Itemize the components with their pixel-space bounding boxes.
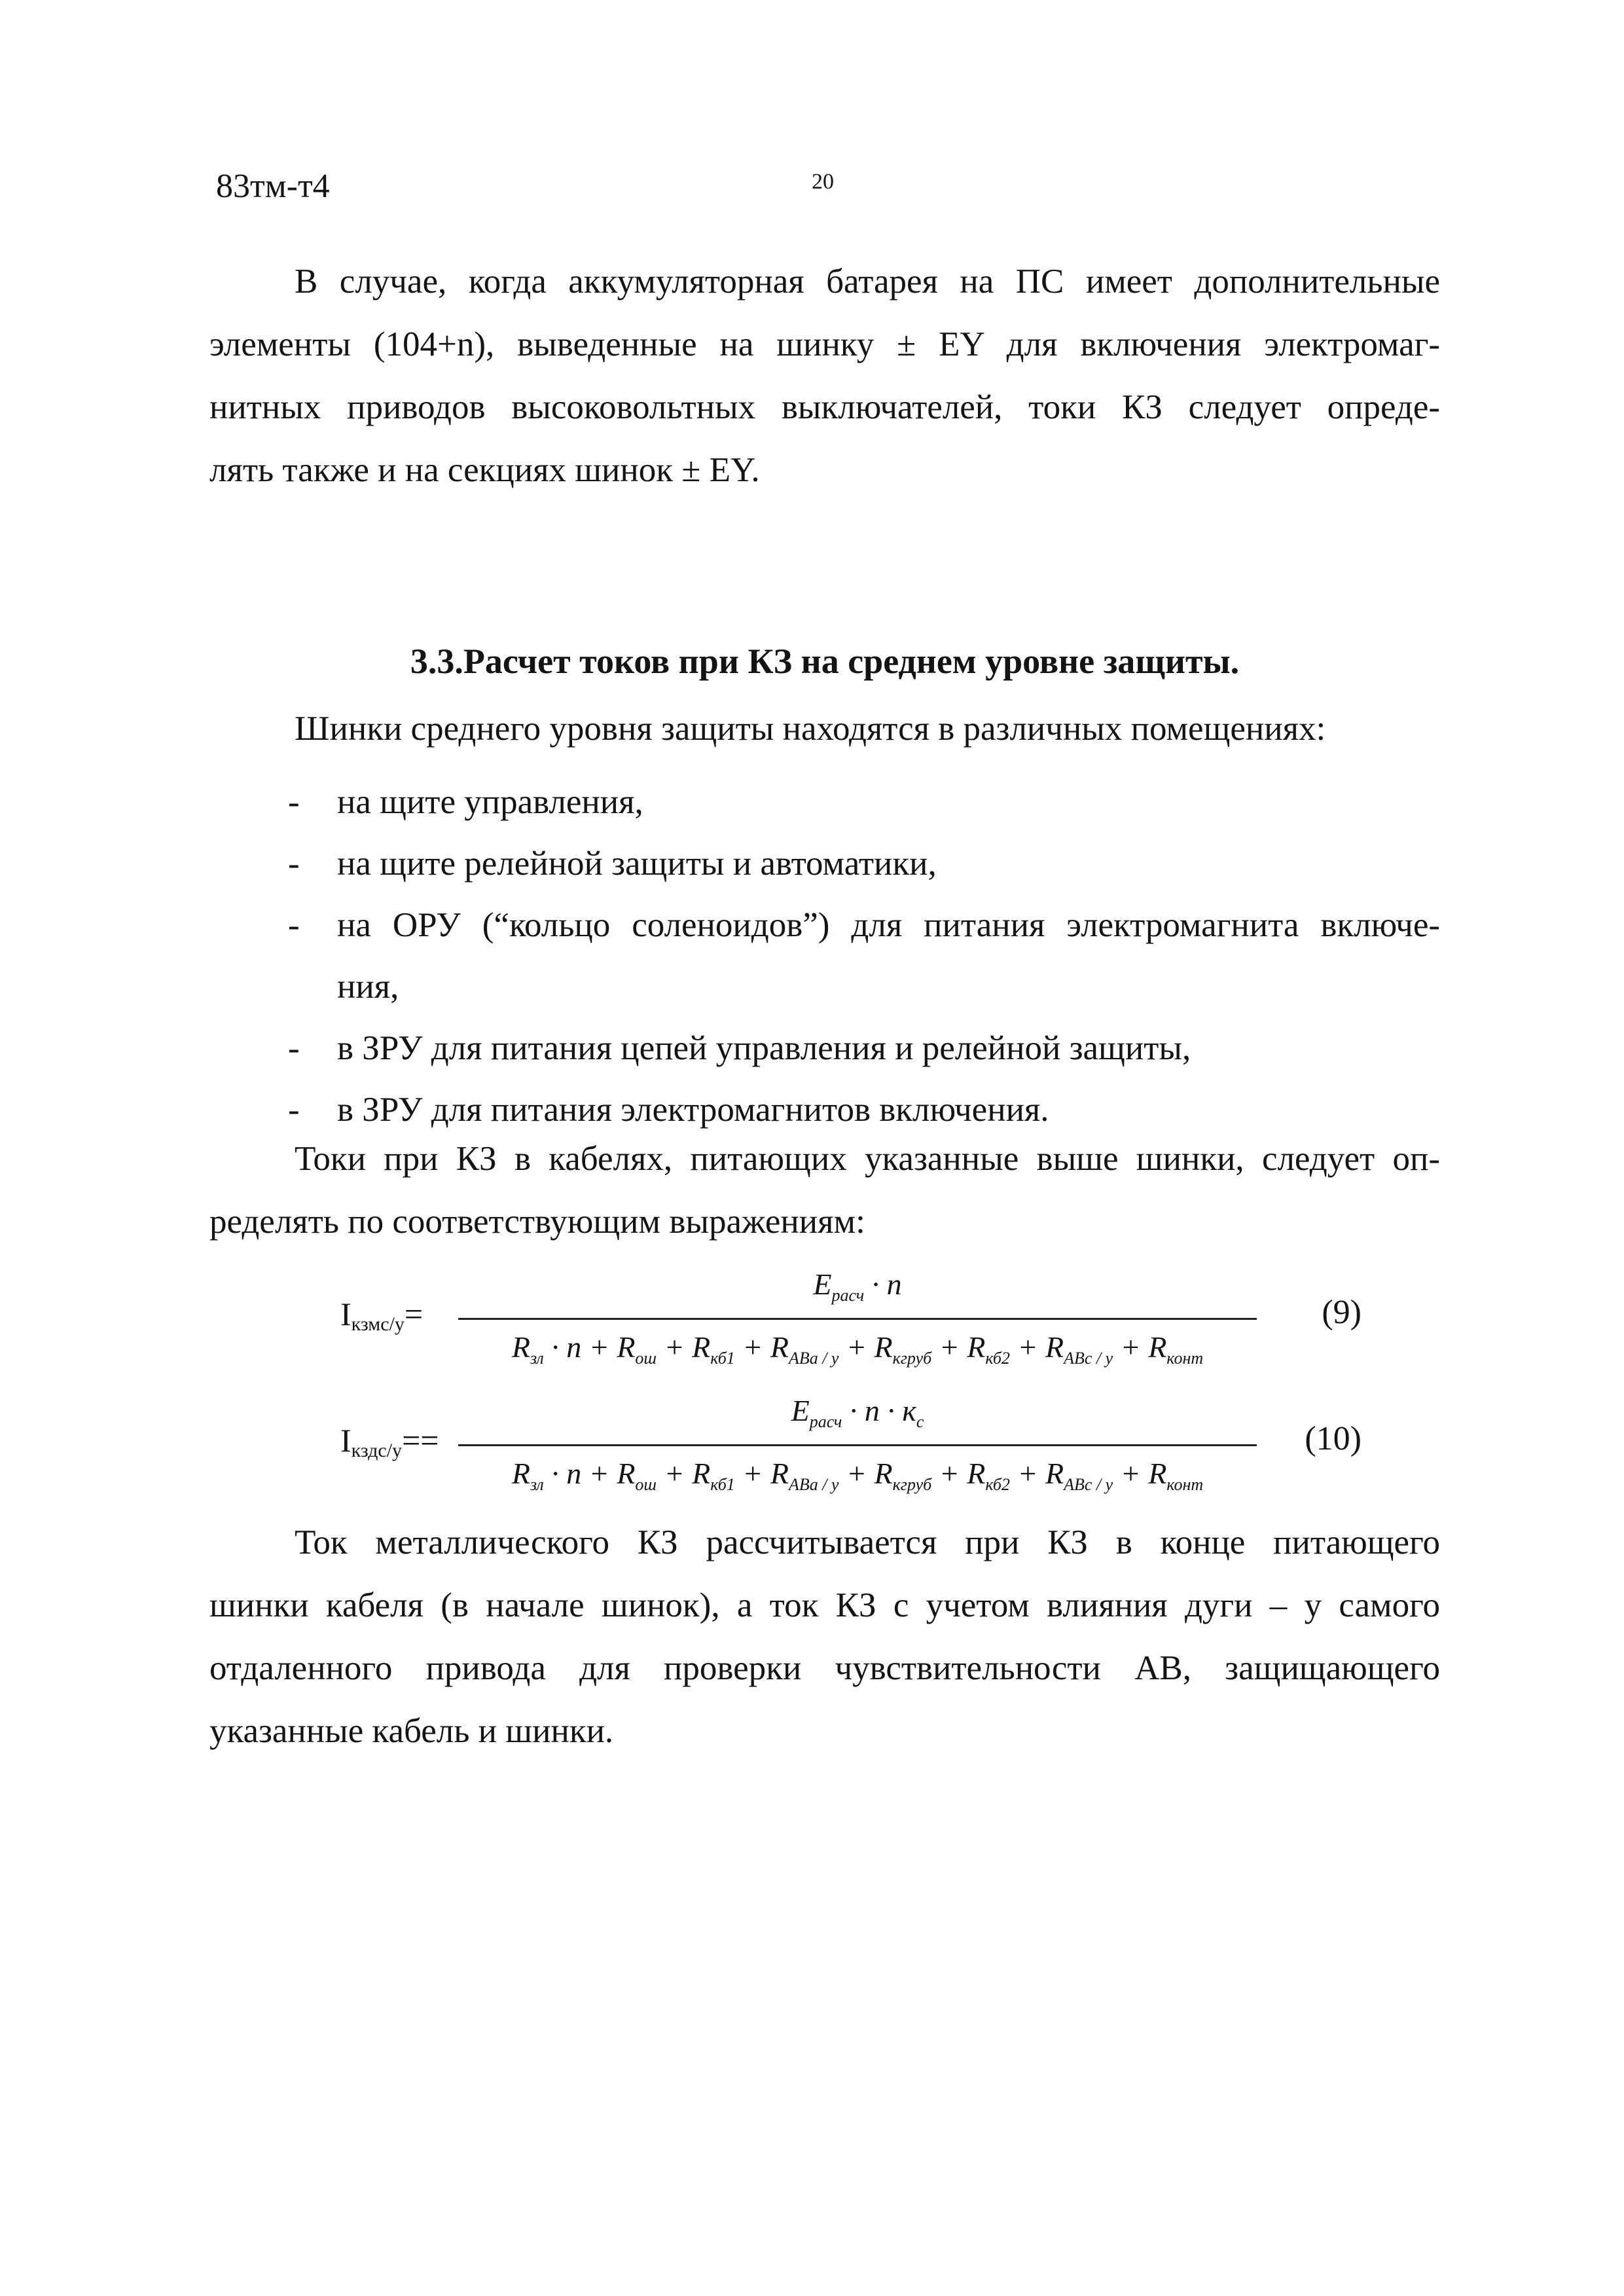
fraction-bar (458, 1318, 1257, 1320)
paragraph-line: Токи при КЗ в кабелях, питающих указанные выше шинки, следует оп- (295, 1140, 1440, 1178)
equation-number: (9) (1322, 1294, 1362, 1331)
formula-numerator (458, 1393, 1257, 1432)
list-dash: - (288, 845, 300, 883)
numerator-symbol: E (813, 1267, 832, 1301)
paragraph-line: Ток металлического КЗ рассчитывается при КЗ в конце питающего (295, 1523, 1440, 1561)
paragraph-line: лять также и на секциях шинок ± EY. (209, 451, 760, 489)
list-item (288, 1017, 1440, 1079)
formula-lhs (340, 1294, 423, 1344)
list-item-text: на щите управления, (337, 783, 643, 821)
list-dash: - (288, 1029, 300, 1067)
list-item (288, 894, 1440, 1017)
page-number: 20 (812, 170, 834, 194)
formula-lhs (340, 1421, 439, 1470)
intro-paragraph (209, 250, 1440, 501)
paragraph-line: элементы (104+n), выведенные на шинку ± EY для включения электромаг- (209, 325, 1440, 363)
numerator-factor: · n · к (842, 1394, 916, 1427)
equals-sign: == (402, 1422, 439, 1459)
list-dash: - (288, 906, 300, 944)
currents-paragraph (209, 1127, 1440, 1253)
numerator-factor: · n (864, 1267, 902, 1301)
list-item-text: в ЗРУ для питания электромагнитов включения. (337, 1091, 1049, 1129)
closing-paragraph (209, 1511, 1440, 1762)
locations-list (288, 771, 1440, 1140)
paragraph-line: ределять по соответствующим выражениям: (209, 1203, 865, 1241)
numerator-subscript: расч (831, 1286, 865, 1305)
list-intro: Шинки среднего уровня защиты находятся в различных помещениях: (295, 710, 1326, 748)
current-subscript: кзмс/у (351, 1313, 405, 1335)
list-item (288, 833, 1440, 894)
paragraph-line: указанные кабель и шинки. (209, 1712, 614, 1750)
formula-numerator (458, 1267, 1257, 1305)
list-dash: - (288, 1091, 300, 1129)
list-item-text: в ЗРУ для питания цепей управления и релейной защиты, (337, 1029, 1191, 1067)
current-subscript: кздс/у (351, 1440, 403, 1461)
list-item-continuation: ния, (337, 968, 399, 1006)
fraction-bar (458, 1444, 1257, 1446)
formula-denominator: $R_{зл} \cdot n + R_{ош} + R_{кб1} + R_{АВа / у} + R_{кгруб} + R_{кб2} + R_{АВс / у} + R_{конт}$ (511, 1330, 1204, 1368)
formula-10 (327, 1393, 1388, 1495)
document-code: 83тм-т4 (216, 168, 330, 205)
list-item-text: на ОРУ (“кольцо соленоидов”) для питания электромагнита включе- (337, 906, 1440, 944)
numerator-subscript: расч (809, 1412, 842, 1432)
list-item (288, 771, 1440, 833)
current-symbol: I (340, 1296, 352, 1332)
paragraph-line: отдаленного привода для проверки чувствительности АВ, защищающего (209, 1649, 1440, 1687)
list-dash: - (288, 783, 300, 821)
paragraph-line: нитных приводов высоковольтных выключателей, токи КЗ следует опреде- (209, 388, 1440, 426)
current-symbol: I (340, 1422, 352, 1459)
equals-sign: = (404, 1296, 424, 1332)
numerator-factor-subscript: с (916, 1412, 924, 1432)
paragraph-line: В случае, когда аккумуляторная батарея на ПС имеет дополнительные (295, 263, 1440, 301)
numerator-symbol: E (791, 1394, 810, 1427)
formula-denominator: $R_{зл} \cdot n + R_{ош} + R_{кб1} + R_{АВа / у} + R_{кгруб} + R_{кб2} + R_{АВс / у} + R_{конт}$ (511, 1457, 1204, 1495)
paragraph-line: шинки кабеля (в начале шинок), а ток КЗ с учетом влияния дуги – у самого (209, 1586, 1440, 1624)
list-item-text: на щите релейной защиты и автоматики, (337, 845, 937, 883)
equation-number: (10) (1305, 1420, 1362, 1457)
section-heading: 3.3.Расчет токов при КЗ на среднем уровне защиты. (410, 642, 1240, 681)
formula-9 (327, 1267, 1388, 1368)
